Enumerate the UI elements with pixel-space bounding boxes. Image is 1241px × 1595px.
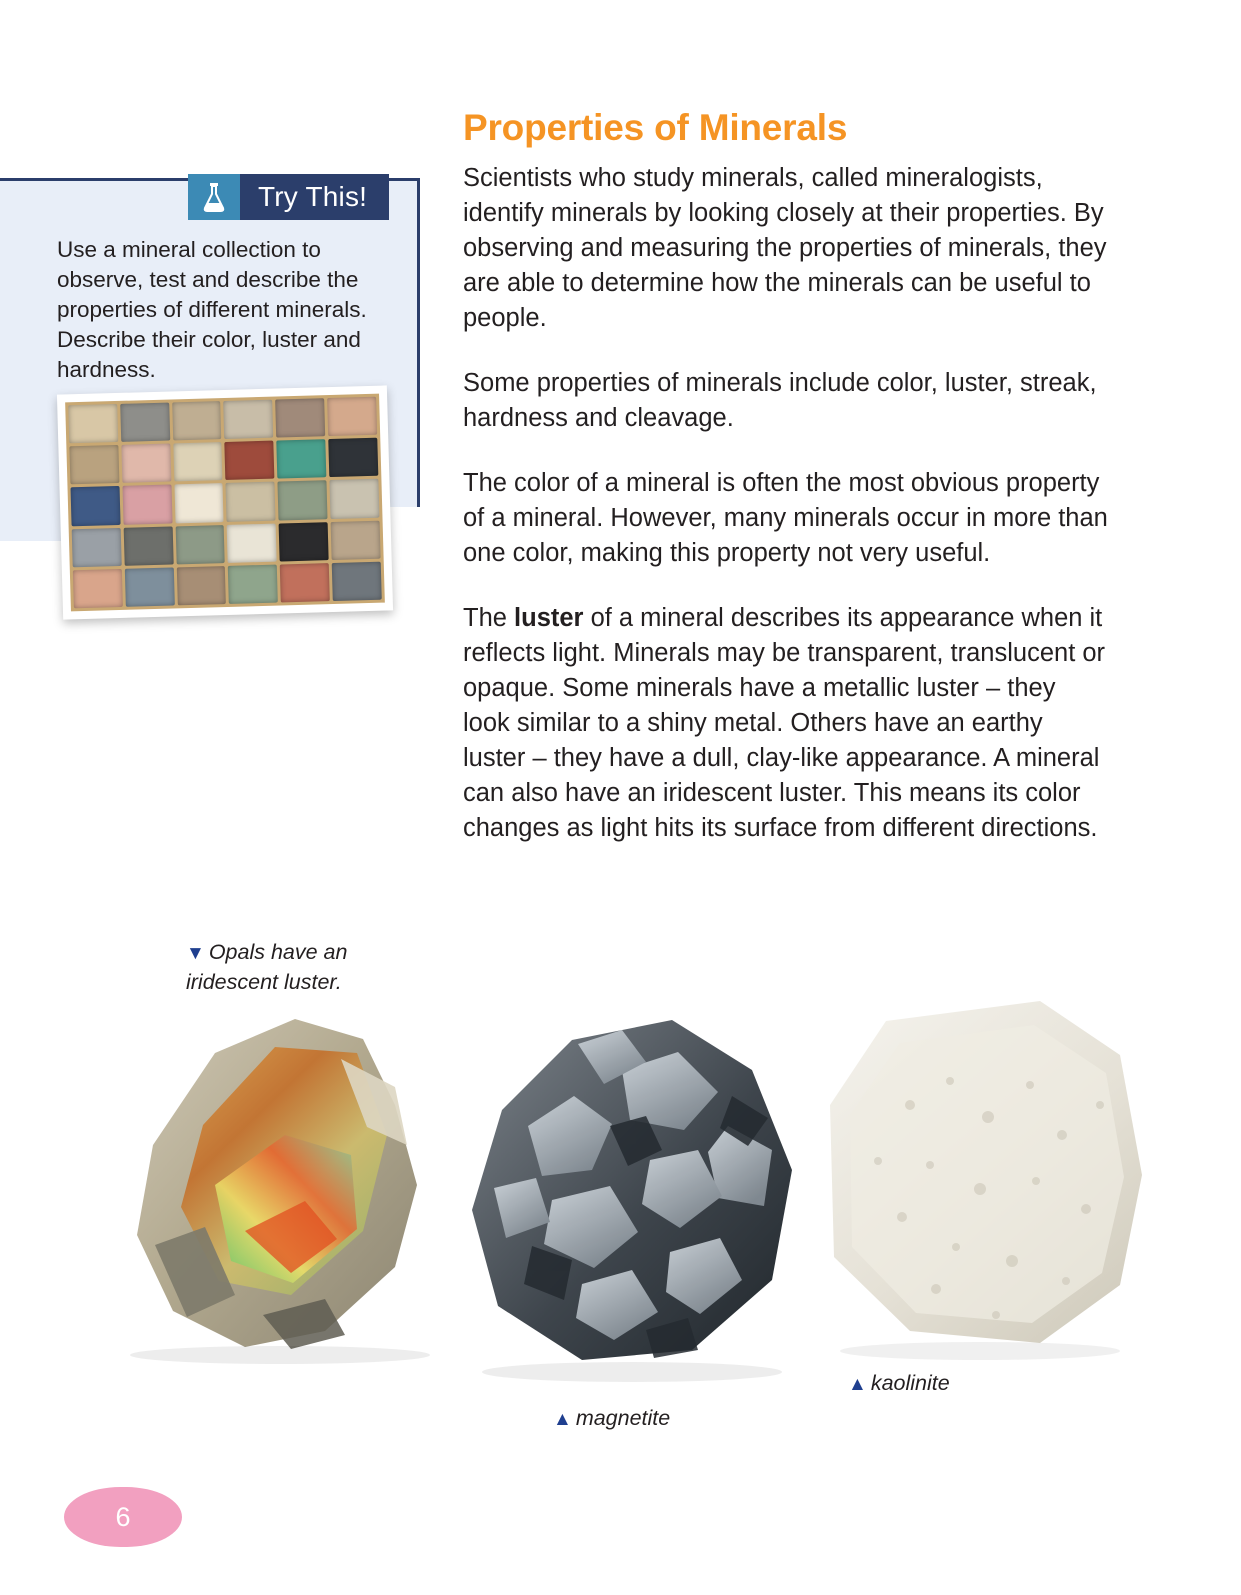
- try-this-header: [188, 174, 389, 220]
- magnetite-specimen-image: [432, 1000, 832, 1390]
- article-body: [463, 105, 1108, 846]
- try-this-title: Try This!: [240, 174, 389, 220]
- paragraph-1: Scientists who study minerals, called mineralogists, identify minerals by looking closely at their properties. By observing and measuring the properties of minerals, they are able to determine how the minerals can be useful to people.: [463, 164, 1107, 332]
- luster-before: The: [463, 604, 515, 632]
- kaolinite-specimen-image: [790, 985, 1160, 1375]
- luster-after: of a mineral describes its appearance when it reflects light. Minerals may be transparent, translucent or opaque. Some minerals have a metallic luster – they look similar to a shiny metal. Others have an earthy luster – they have a dull, clay-like appearance. A mineral can also have an iridescent luster. This means its color changes as light hits its surface from different directions.: [463, 604, 1106, 842]
- paragraph-3: The color of a mineral is often the most obvious property of a mineral. However, many minerals occur in more than one color, making this property not very useful.: [463, 469, 1108, 567]
- page-number-text: 6: [115, 1501, 131, 1532]
- mineral-collection-photo: [57, 385, 393, 619]
- caption-opal-text: Opals have an iridescent luster.: [186, 940, 348, 994]
- try-this-body: Use a mineral collection to observe, test and describe the properties of different minerals. Describe their color, luster and hardness.: [57, 237, 367, 382]
- mineral-collection-grid: [65, 394, 385, 612]
- caption-kaolinite-text: kaolinite: [870, 1371, 950, 1395]
- flask-icon: [188, 174, 240, 220]
- caption-magnetite-text: magnetite: [575, 1406, 671, 1430]
- luster-term: luster: [514, 604, 584, 632]
- caption-magnetite: [553, 1404, 670, 1434]
- paragraph-luster: [463, 601, 1108, 846]
- opal-specimen-image: [95, 995, 455, 1365]
- page-title: Properties of Minerals: [463, 107, 848, 148]
- triangle-up-icon: ▲: [848, 1374, 867, 1395]
- triangle-down-icon: ▼: [186, 943, 205, 964]
- page-number: [64, 1487, 182, 1547]
- paragraph-2: Some properties of minerals include color, luster, streak, hardness and cleavage.: [463, 369, 1097, 432]
- caption-opal: [186, 938, 416, 996]
- triangle-up-icon: ▲: [553, 1409, 572, 1430]
- flask-icon-glyph: [201, 181, 227, 213]
